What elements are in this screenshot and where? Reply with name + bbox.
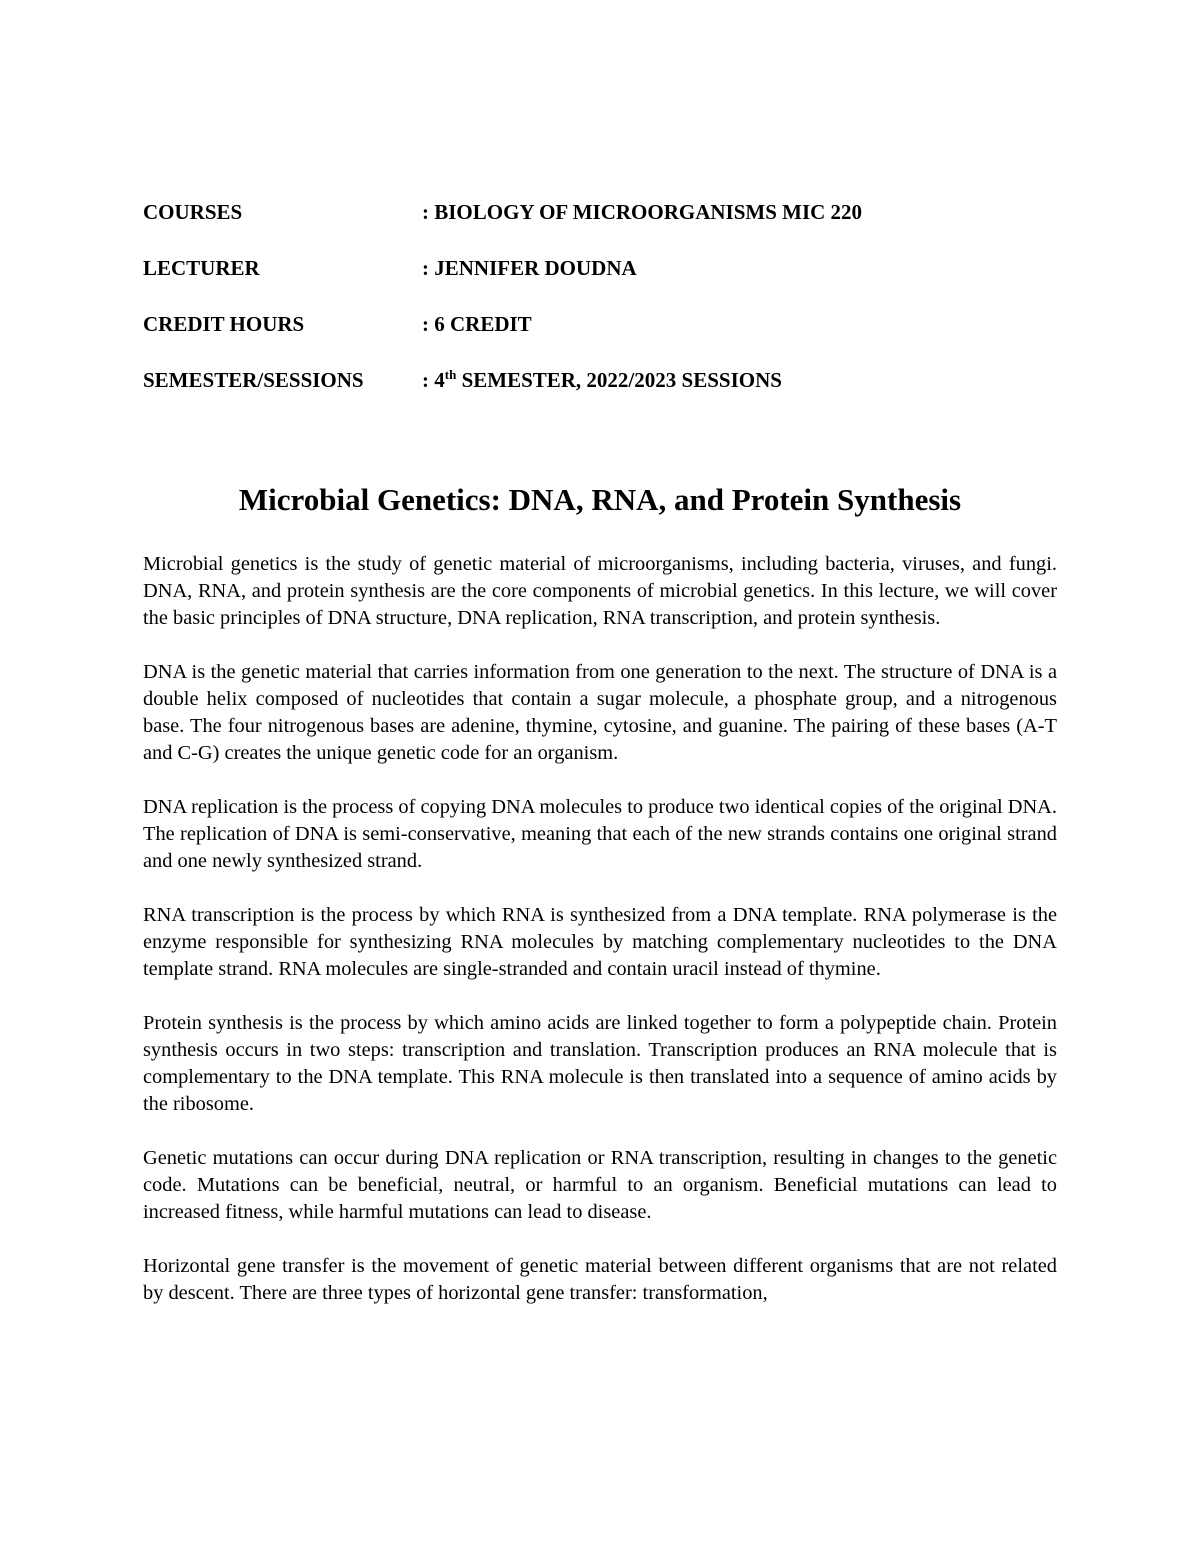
paragraph-dna-structure: DNA is the genetic material that carries information from one generation to the next. The structure of DNA is a double helix composed of nucleotides that contain a sugar molecule, a phosphate group, and a nitrogenous base. The four nitrogenous bases are adenine, thymine, cytosine, and guanine. The pairing of these bases (A-T and C-G) creates the unique genetic code for an organism.: [143, 661, 1057, 764]
semester-label: SEMESTER/SESSIONS: [143, 368, 364, 392]
semester-value-prefix: : 4: [422, 368, 445, 392]
courses-label: COURSES: [143, 200, 243, 224]
credit-hours-value: : 6 CREDIT: [422, 312, 532, 336]
credit-hours-label: CREDIT HOURS: [143, 312, 305, 336]
courses-value: : BIOLOGY OF MICROORGANISMS MIC 220: [422, 200, 863, 224]
paragraph-rna-transcription: RNA transcription is the process by which RNA is synthesized from a DNA template. RNA polymerase is the enzyme responsible for synthesizing RNA molecules by matching complementary nucleotides to the DNA template strand. RNA molecules are single-stranded and contain uracil instead of thymine.: [143, 904, 1057, 980]
semester-value-suffix: SEMESTER, 2022/2023 SESSIONS: [456, 368, 782, 392]
paragraph-horizontal-gene-transfer: Horizontal gene transfer is the movement of genetic material between different organisms that are not related by descent. There are three types of horizontal gene transfer: transformation,: [143, 1255, 1057, 1304]
paragraph-intro: Microbial genetics is the study of genetic material of microorganisms, including bacteria, viruses, and fungi. DNA, RNA, and protein synthesis are the core components of microbial genetics. In this lecture, we will cover the basic principles of DNA structure, DNA replication, RNA transcription, and protein synthesis.: [143, 553, 1057, 629]
lecturer-value: : JENNIFER DOUDNA: [422, 256, 637, 280]
paragraph-protein-synthesis: Protein synthesis is the process by which amino acids are linked together to form a polypeptide chain. Protein synthesis occurs in two steps: transcription and translation. Transcription produces an RNA molecule that is complementary to the DNA template. This RNA molecule is then translated into a sequence of amino acids by the ribosome.: [143, 1012, 1057, 1115]
document-title: Microbial Genetics: DNA, RNA, and Protein Synthesis: [238, 482, 962, 517]
paragraph-dna-replication: DNA replication is the process of copying DNA molecules to produce two identical copies of the original DNA. The replication of DNA is semi-conservative, meaning that each of the new strands contains one original strand and one newly synthesized strand.: [143, 796, 1057, 872]
semester-ordinal-superscript: th: [444, 367, 457, 382]
lecturer-label: LECTURER: [143, 256, 260, 280]
semester-value: [422, 368, 782, 392]
document-body: [143, 551, 1057, 1334]
paragraph-genetic-mutations: Genetic mutations can occur during DNA replication or RNA transcription, resulting in changes to the genetic code. Mutations can be beneficial, neutral, or harmful to an organism. Beneficial mutations can lead to increased fitness, while harmful mutations can lead to disease.: [143, 1147, 1057, 1223]
